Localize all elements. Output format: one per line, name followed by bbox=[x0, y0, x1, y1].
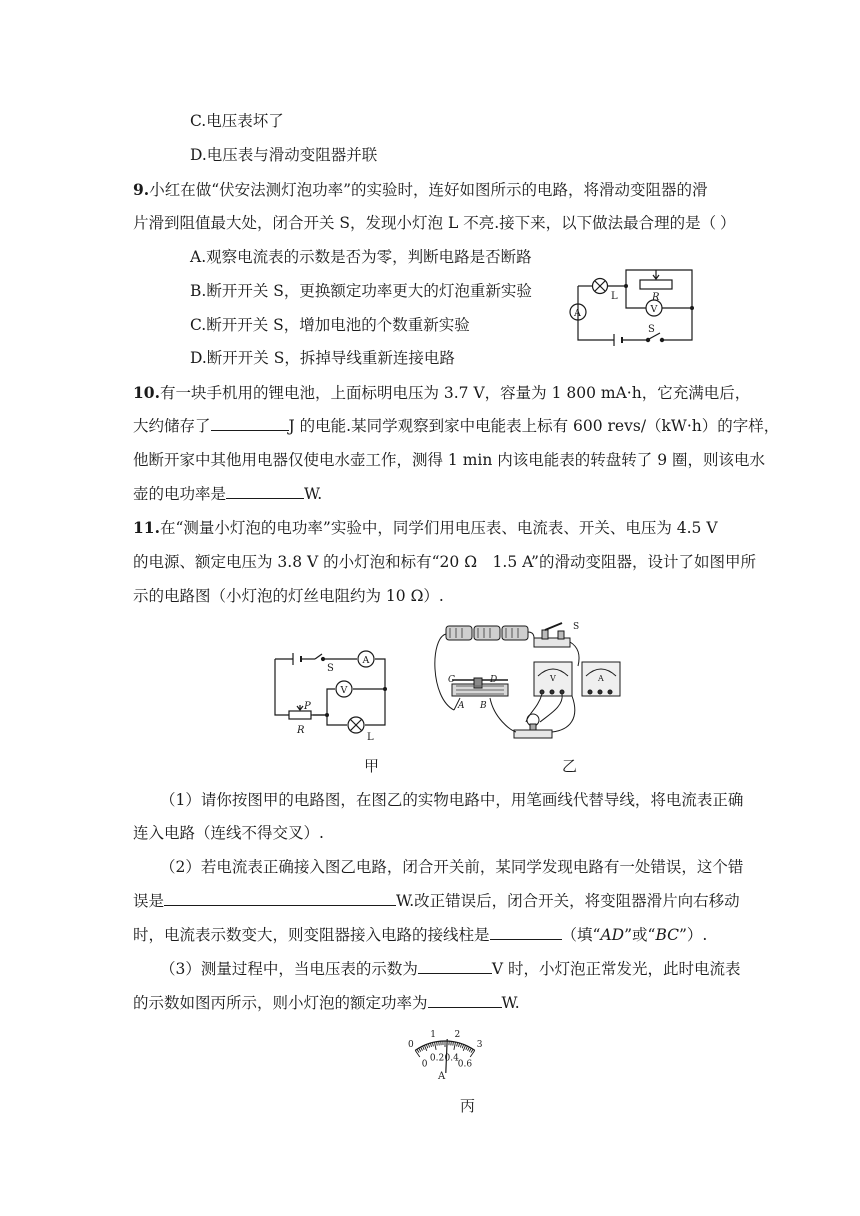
jia-label-a: A bbox=[362, 655, 370, 666]
q10-blank-energy[interactable] bbox=[211, 416, 289, 431]
dial-tick bbox=[430, 1043, 431, 1047]
dial-tick bbox=[454, 1042, 456, 1050]
yi-label-b: B bbox=[480, 701, 487, 711]
q9-option-d: D.断开开关 S，拆掉导线重新连接电路 bbox=[190, 349, 455, 367]
dial-bottom-tick-label: 0 bbox=[421, 1059, 428, 1070]
q10-blank-power[interactable] bbox=[226, 484, 304, 499]
yi-label-c: C bbox=[448, 675, 455, 685]
dial-tick bbox=[426, 1045, 427, 1049]
dial-tick bbox=[424, 1045, 426, 1051]
jia-label-v: V bbox=[340, 685, 348, 696]
dial-bottom-tick-label: 0.6 bbox=[457, 1059, 473, 1070]
q11-blank-error[interactable] bbox=[164, 891, 396, 906]
yi-label-s: S bbox=[573, 622, 580, 632]
label-a: A bbox=[574, 308, 581, 319]
q11-number: 11. bbox=[133, 518, 160, 537]
dial-tick bbox=[428, 1044, 429, 1048]
q9-stem-line1 bbox=[133, 180, 708, 200]
label-r: R bbox=[652, 292, 660, 303]
yi-label-a: A bbox=[458, 701, 465, 711]
q11-blank-terminals[interactable] bbox=[490, 925, 562, 940]
q11-part2-line1: （2）若电流表正确接入图乙电路，闭合开关前，某同学发现电路有一处错误，这个错 bbox=[160, 858, 744, 876]
dial-bottom-tick-label: 0.2 bbox=[429, 1053, 445, 1064]
q8-option-d: D.电压表与滑动变阻器并联 bbox=[190, 146, 378, 164]
q9-option-a: A.观察电流表的示数是否为零，判断电路是否断路 bbox=[190, 248, 532, 266]
jia-label-s: S bbox=[327, 663, 334, 674]
dial-unit: A bbox=[438, 1071, 446, 1082]
dial-tick bbox=[463, 1045, 465, 1051]
label-s: S bbox=[648, 324, 655, 335]
switch-device bbox=[534, 623, 570, 647]
yi-label-amp: A bbox=[598, 674, 604, 683]
figure-yi-apparatus bbox=[430, 618, 630, 746]
battery-pack bbox=[446, 626, 528, 640]
q9-text-1: 小红在做“伏安法测灯泡功率”的实验时，连好如图所示的电路，将滑动变阻器的滑 bbox=[149, 181, 708, 199]
dial-tick bbox=[435, 1042, 437, 1050]
q9-number: 9. bbox=[133, 180, 150, 199]
dial-tick bbox=[421, 1047, 423, 1051]
q9-answer-bracket-end: ） bbox=[720, 214, 736, 232]
q9-circuit-diagram bbox=[560, 258, 700, 350]
jia-label-p: P bbox=[304, 701, 311, 712]
rheostat-device bbox=[452, 678, 508, 696]
q10-line4: 壶的电功率是 W. bbox=[133, 485, 323, 503]
dial-top-tick-label: 0 bbox=[408, 1039, 414, 1050]
q10-line3: 他断开家中其他用电器仅使电水壶工作，测得 1 min 内该电能表的转盘转了 9 圈，则该电水 bbox=[133, 451, 765, 469]
caption-bing: 丙 bbox=[460, 1097, 476, 1115]
dial-tick bbox=[460, 1044, 461, 1048]
q9-option-c: C.断开开关 S，增加电池的个数重新实验 bbox=[190, 316, 470, 334]
q10-line2: 大约储存了 J 的电能.某同学观察到家中电能表上标有 600 revs/（kW·h）的字样， bbox=[133, 417, 780, 435]
dial-tick bbox=[439, 1041, 440, 1045]
q10-number: 10. bbox=[133, 383, 160, 402]
yi-label-v: V bbox=[550, 674, 556, 683]
dial-tick bbox=[437, 1042, 438, 1046]
jia-label-r: R bbox=[297, 725, 305, 736]
dial-tick bbox=[415, 1050, 420, 1057]
q10-line1: 10.有一块手机用的锂电池，上面标明电压为 3.7 V，容量为 1 800 mA·h，它充满电后， bbox=[133, 383, 751, 402]
caption-yi: 乙 bbox=[562, 757, 578, 775]
q11-blank-power[interactable] bbox=[428, 993, 502, 1008]
q11-line3: 示的电路图（小灯泡的灯丝电阻约为 10 Ω）. bbox=[133, 587, 444, 605]
q9-text-2: 片滑到阻值最大处，闭合开关 S，发现小灯泡 L 不亮.接下来，以下做法最合理的是（ bbox=[133, 214, 717, 232]
jia-label-l: L bbox=[367, 732, 374, 742]
dial-bottom-tick-label: 0.4 bbox=[444, 1053, 459, 1064]
q8-option-c: C.电压表坏了 bbox=[190, 112, 284, 130]
q11-part1-line2: 连入电路（连线不得交叉）. bbox=[133, 824, 324, 842]
caption-jia: 甲 bbox=[364, 757, 380, 775]
q11-part1-line1: （1）请你按图甲的电路图，在图乙的实物电路中，用笔画线代替导线，将电流表正确 bbox=[160, 791, 744, 809]
q9-option-b: B.断开开关 S，更换额定功率更大的灯泡重新实验 bbox=[190, 282, 532, 300]
label-l: L bbox=[611, 291, 618, 302]
dial-top-tick-label: 3 bbox=[476, 1039, 483, 1050]
q11-part3-line1: （3）测量过程中，当电压表的示数为 V 时，小灯泡正常发光，此时电流表 bbox=[160, 960, 741, 978]
dial-tick bbox=[468, 1047, 470, 1051]
q11-line1: 11.在“测量小灯泡的电功率”实验中，同学们用电压表、电流表、开关、电压为 4.5 V bbox=[133, 518, 718, 537]
q9-stem-line2 bbox=[133, 213, 716, 233]
dial-tick bbox=[466, 1046, 468, 1050]
figure-bing-ammeter-dial bbox=[380, 1015, 510, 1085]
dial-top-tick-label: 1 bbox=[430, 1030, 437, 1041]
dial-tick bbox=[451, 1041, 452, 1045]
figure-jia-circuit bbox=[265, 645, 410, 742]
q11-blank-voltage[interactable] bbox=[418, 959, 492, 974]
q11-line2: 的电源、额定电压为 3.8 V 的小灯泡和标有“20 Ω 1.5 A”的滑动变阻器，设计了如图甲所 bbox=[133, 553, 756, 571]
dial-top-tick-label: 2 bbox=[454, 1030, 461, 1041]
q11-part3-line2: 的示数如图丙所示，则小灯泡的额定功率为 W. bbox=[133, 994, 520, 1012]
label-v: V bbox=[650, 304, 658, 315]
q11-part2-line3: 时，电流表示数变大，则变阻器接入电路的接线柱是 （填“AD”或“BC”）. bbox=[133, 926, 708, 944]
dial-tick bbox=[423, 1046, 425, 1050]
dial-tick bbox=[470, 1050, 475, 1057]
yi-label-d: D bbox=[490, 675, 498, 685]
q11-part2-line2: 误是 W.改正错误后，闭合开关，将变阻器滑片向右移动 bbox=[133, 892, 740, 910]
dial-tick bbox=[459, 1043, 460, 1047]
dial-tick bbox=[462, 1045, 463, 1049]
dial-tick bbox=[453, 1042, 454, 1046]
